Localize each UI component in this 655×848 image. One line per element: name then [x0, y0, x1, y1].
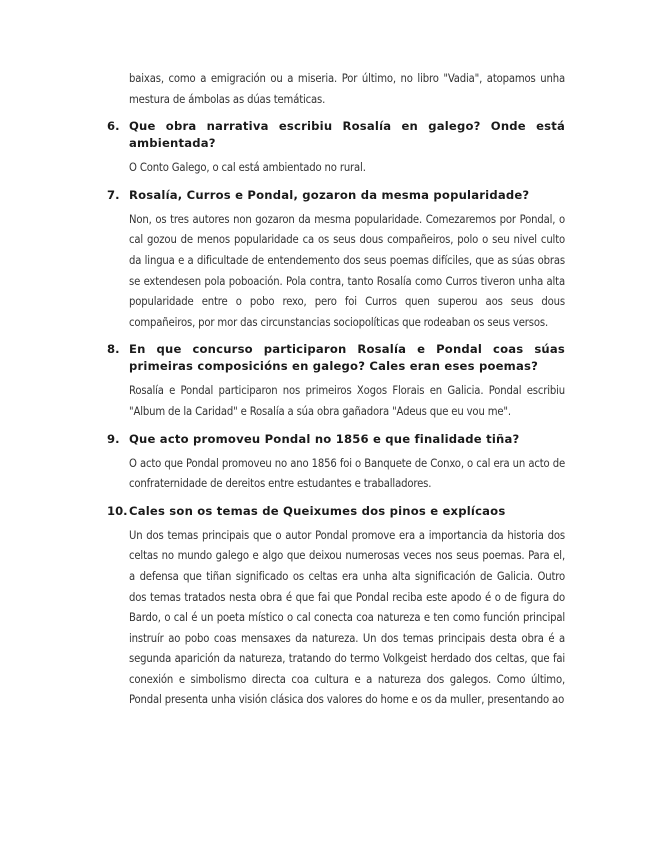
question-heading: En que concurso participaron Rosalía e Pondal coas súas primeiras composicións en galego? Cales eran eses poemas?	[129, 342, 565, 374]
question-number: 7.	[107, 187, 120, 202]
question-10	[107, 503, 565, 520]
question-heading: Que acto promoveu Pondal no 1856 e que finalidade tiña?	[129, 431, 520, 446]
question-heading: Cales son os temas de Queixumes dos pinos e explícaos	[129, 503, 506, 518]
answer-10: Un dos temas principais que o autor Pondal promove era a importancia da historia dos celtas no mundo galego e algo que deixou numerosas veces nos seus poemas. Para el, a defensa que tiñan significado os celtas era unha alta significación de Galicia. Outro dos temas tratados nesta obra é que fai que Pondal reciba este apodo é o de figura do Bardo, o cal é un poeta místico o cal conecta coa natureza e ten como función principal instruír ao pobo coas mensaxes da natureza. Un dos temas principais desta obra é a segunda aparición da natureza, tratando do termo Volkgeist herdado dos celtas, que fai conexión e simbolismo directa coa cultura e a natureza dos galegos. Como último, Pondal presenta unha visión clásica dos valores do home e os da muller, presentando ao	[129, 528, 565, 707]
question-8	[107, 341, 565, 375]
question-heading: Que obra narrativa escribiu Rosalía en galego? Onde está ambientada?	[129, 119, 565, 151]
question-number: 10.	[107, 503, 128, 518]
question-heading: Rosalía, Curros e Pondal, gozaron da mesma popularidade?	[129, 187, 530, 202]
question-9	[107, 431, 565, 448]
answer-7: Non, os tres autores non gozaron da mesma popularidade. Comezaremos por Pondal, o cal gozou de menos popularidade ca os seus dous compañeiros, polo o seu nivel culto da lingua e a dificultade de entendemento dos seus poemas difíciles, que as súas obras se extendesen pola poboación. Pola contra, tanto Rosalía como Curros tiveron unha alta popularidade entre o pobo rexo, pero foi Curros quen superou aos seus dous compañeiros, por mor das circunstancias sociopolíticas que rodeaban os seus versos.	[129, 212, 565, 329]
question-number: 6.	[107, 119, 120, 134]
question-number: 8.	[107, 342, 120, 357]
question-7	[107, 187, 565, 204]
intro-paragraph: baixas, como a emigración ou a miseria. Por último, no libro "Vadia", atopamos unha mestura de ámbolas as dúas temáticas.	[129, 72, 565, 106]
answer-6: O Conto Galego, o cal está ambientado no rural.	[129, 161, 366, 175]
document-body	[107, 69, 565, 711]
answer-8: Rosalía e Pondal participaron nos primeiros Xogos Florais en Galicia. Pondal escribiu "Album de la Caridad" e Rosalía a súa obra gañadora "Adeus que eu vou me".	[129, 384, 565, 418]
question-number: 9.	[107, 431, 120, 446]
answer-9: O acto que Pondal promoveu no ano 1856 foi o Banquete de Conxo, o cal era un acto de confraternidade de dereitos entre estudantes e traballadores.	[129, 456, 565, 491]
question-6	[107, 118, 565, 152]
